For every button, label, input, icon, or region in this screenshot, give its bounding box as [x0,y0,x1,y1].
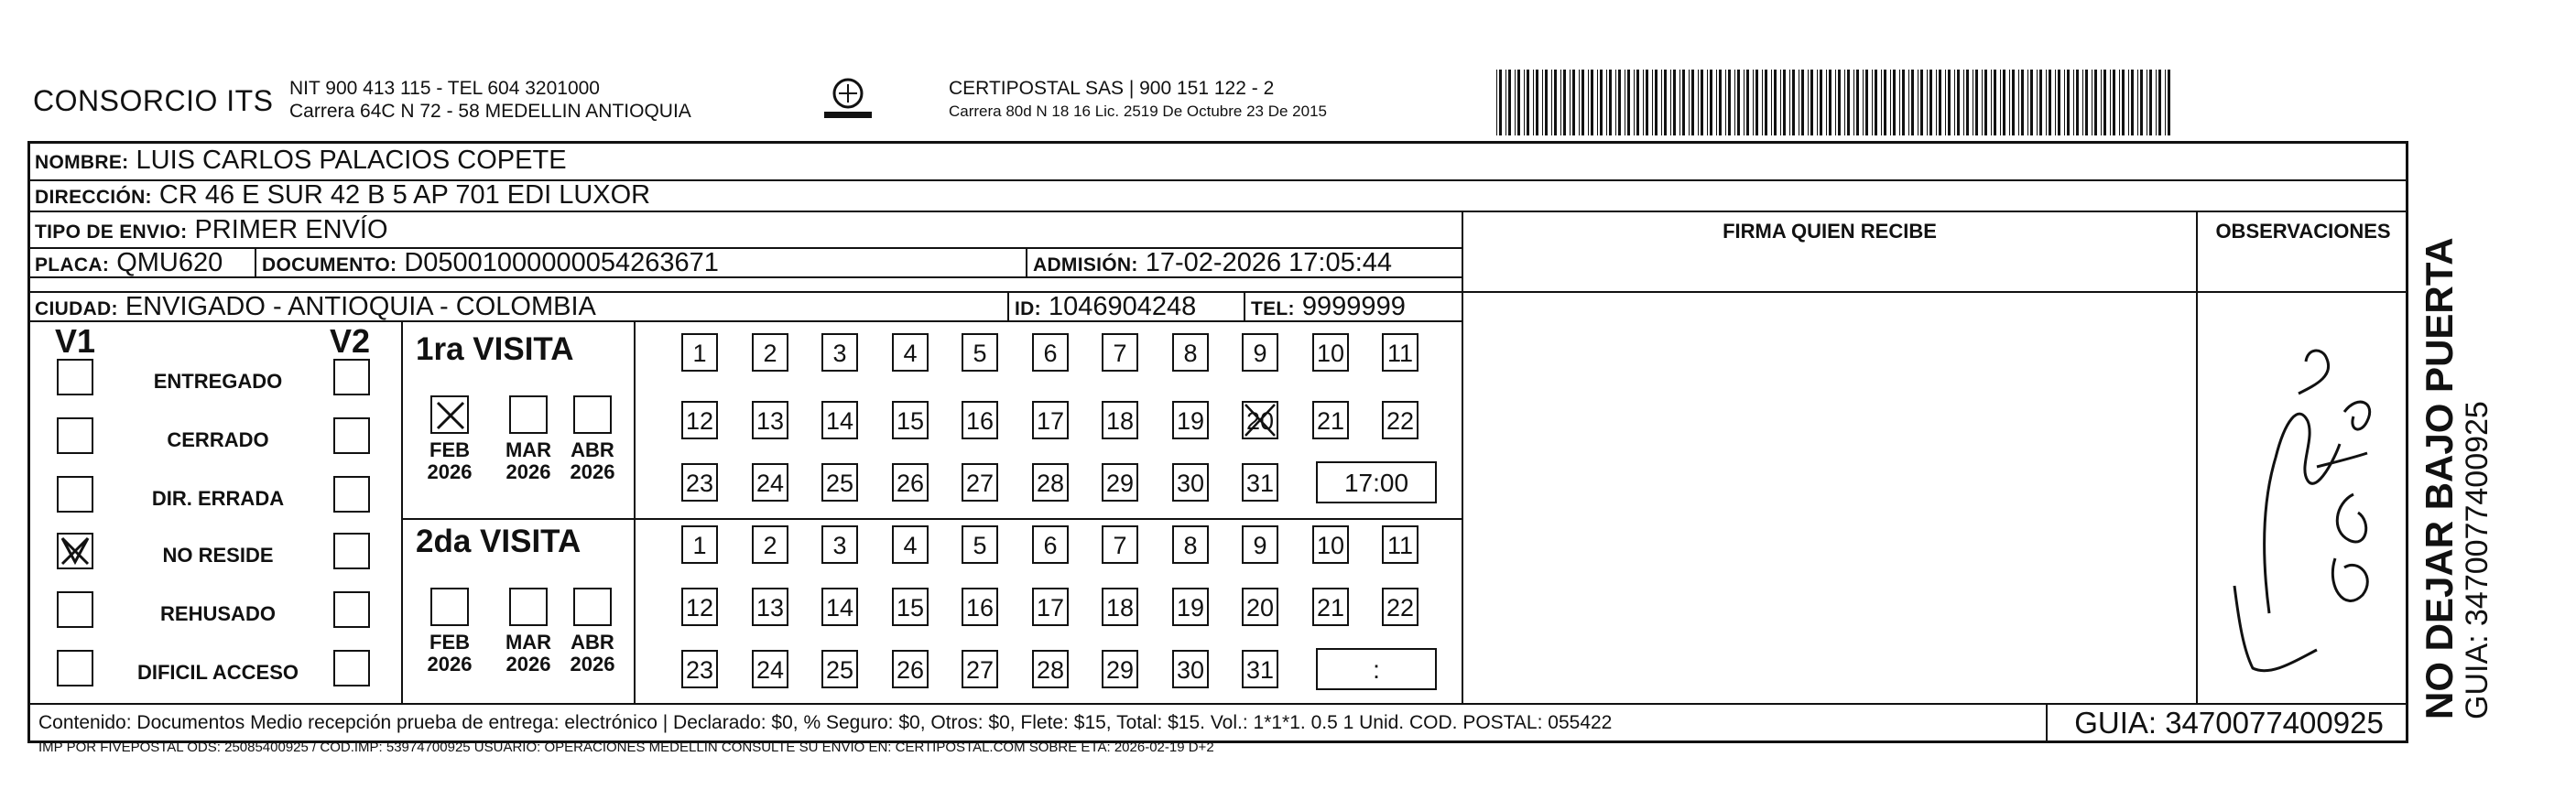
visit1-day-box[interactable]: 27 [962,463,998,502]
visit1-day-box[interactable]: 24 [752,463,788,502]
handwritten-signature-icon [2198,284,2408,696]
tipo-envio-value: PRIMER ENVÍO [194,215,388,244]
visit1-month-checkbox[interactable] [573,395,612,434]
visit2-day-box[interactable]: 19 [1172,588,1209,626]
visit1-day-box[interactable]: 6 [1032,333,1069,372]
visit1-month-label [419,439,480,483]
nombre-label: NOMBRE: [35,152,129,173]
visit1-day-box[interactable]: 14 [821,401,858,439]
admision-field [1033,247,1392,281]
visit2-day-box[interactable]: 11 [1382,525,1418,564]
visit1-day-box[interactable]: 25 [821,463,858,502]
visit1-day-box[interactable]: 17 [1032,401,1069,439]
month-year: 2026 [570,653,615,676]
v1-checkbox[interactable] [57,650,93,686]
visit2-day-box[interactable]: 24 [752,650,788,688]
v2-checkbox[interactable] [333,359,370,395]
visit1-day-box[interactable]: 3 [821,333,858,372]
visit2-day-box[interactable]: 18 [1102,588,1138,626]
side-no-dejar: NO DEJAR BAJO PUERTA [2418,237,2461,719]
visit1-month-checkbox[interactable] [430,395,469,434]
side-warning [2419,237,2494,719]
visit2-day-box[interactable]: 26 [892,650,929,688]
tel-value: 9999999 [1301,292,1406,321]
visit1-day-box[interactable]: 1 [681,333,718,372]
documento-value: D05001000000054263671 [404,248,719,277]
v2-checkbox[interactable] [333,533,370,569]
month-year: 2026 [505,653,551,676]
row-divider [401,518,1463,520]
column-divider [1007,291,1009,320]
month-name: MAR [505,438,552,461]
visit2-time-box[interactable]: : [1316,648,1437,690]
visit1-day-box[interactable]: 16 [962,401,998,439]
column-divider [1026,247,1027,276]
visit1-month-label [562,439,623,483]
checkmark-x-icon [432,397,467,432]
admision-value: 17-02-2026 17:05:44 [1145,248,1393,277]
visit1-day-box[interactable]: 4 [892,333,929,372]
column-divider [255,247,256,276]
id-label: ID: [1015,298,1041,319]
visit2-day-box[interactable]: 20 [1242,588,1278,626]
tel-label: TEL: [1251,298,1295,319]
visit2-month-label [498,632,559,676]
visit2-day-box[interactable]: 15 [892,588,929,626]
visit2-day-box[interactable]: 27 [962,650,998,688]
v1-checkbox[interactable] [57,417,93,454]
guia-number: GUIA: 3470077400925 [2046,703,2410,743]
firma-header: FIRMA QUIEN RECIBE [1723,220,1937,243]
tel-field [1251,291,1406,325]
admision-label: ADMISIÓN: [1033,254,1138,276]
visit2-day-box[interactable]: 1 [681,525,718,564]
placa-field [35,247,223,281]
visit2-month-checkbox[interactable] [509,588,548,626]
visit1-day-box[interactable]: 15 [892,401,929,439]
visit2-day-box[interactable]: 8 [1172,525,1209,564]
visit1-day-box[interactable]: 30 [1172,463,1209,502]
visit2-day-box[interactable]: 13 [752,588,788,626]
visit2-day-box[interactable]: 4 [892,525,929,564]
status-label: CERRADO [167,428,269,451]
v1-checkbox[interactable] [57,533,93,569]
month-name: ABR [571,438,614,461]
status-label: ENTREGADO [153,370,283,393]
company-address-line: Carrera 64C N 72 - 58 MEDELLIN ANTIOQUIA [289,101,691,122]
visit1-month-label [498,439,559,483]
month-year: 2026 [427,460,473,483]
certipostal-logo-icon [819,75,877,124]
visit2-day-box[interactable]: 12 [681,588,718,626]
documento-label: DOCUMENTO: [262,254,397,276]
visit2-day-box[interactable]: 2 [752,525,788,564]
month-name: ABR [571,631,614,654]
ciudad-field [35,291,596,325]
visit1-time-box[interactable]: 17:00 [1316,461,1437,503]
certipostal-address-line: Carrera 80d N 18 16 Lic. 2519 De Octubre 23 De 2015 [949,103,1327,120]
visit1-day-box[interactable]: 9 [1242,333,1278,372]
visit2-day-box[interactable]: 5 [962,525,998,564]
barcode-icon [1496,70,2178,135]
v1-header: V1 [55,322,96,360]
month-name: FEB [429,631,470,654]
documento-field [262,247,719,281]
ciudad-label: CIUDAD: [35,298,118,319]
visit1-day-box[interactable]: 8 [1172,333,1209,372]
visit1-day-box[interactable]: 5 [962,333,998,372]
visit2-day-box[interactable]: 29 [1102,650,1138,688]
column-divider [1244,291,1245,320]
status-label: DIR. ERRADA [151,487,285,510]
nombre-value: LUIS CARLOS PALACIOS COPETE [136,146,567,175]
visit1-day-box[interactable]: 20 [1242,401,1278,439]
visit2-day-box[interactable]: 25 [821,650,858,688]
visit2-month-checkbox[interactable] [430,588,469,626]
visit1-day-box[interactable]: 19 [1172,401,1209,439]
company-nit-line: NIT 900 413 115 - TEL 604 3201000 [289,78,600,99]
visit1-day-box[interactable]: 7 [1102,333,1138,372]
direccion-value: CR 46 E SUR 42 B 5 AP 701 EDI LUXOR [158,180,651,210]
v2-checkbox[interactable] [333,417,370,454]
month-name: FEB [429,438,470,461]
visit1-day-box[interactable]: 31 [1242,463,1278,502]
visit2-title: 2da VISITA [416,524,582,559]
visit1-day-box[interactable]: 23 [681,463,718,502]
month-name: MAR [505,631,552,654]
visit1-day-box[interactable]: 2 [752,333,788,372]
status-label: REHUSADO [160,602,276,625]
visit1-day-box[interactable]: 13 [752,401,788,439]
visit2-month-label [562,632,623,676]
column-divider [634,320,636,703]
month-year: 2026 [570,460,615,483]
visit2-day-box[interactable]: 31 [1242,650,1278,688]
side-guia: GUIA: 3470077400925 [2460,401,2494,719]
visit2-day-box[interactable]: 21 [1312,588,1349,626]
v2-checkbox[interactable] [333,591,370,628]
v2-checkbox[interactable] [333,476,370,513]
month-year: 2026 [427,653,473,676]
visit2-month-checkbox[interactable] [573,588,612,626]
observaciones-header: OBSERVACIONES [2215,220,2391,243]
status-label: NO RESIDE [162,544,274,567]
visit2-month-label [419,632,480,676]
visit2-day-box[interactable]: 7 [1102,525,1138,564]
visit2-day-box[interactable]: 14 [821,588,858,626]
visit2-day-box[interactable]: 28 [1032,650,1069,688]
column-divider [1462,211,1463,703]
v1-checkbox[interactable] [57,476,93,513]
visit1-title: 1ra VISITA [416,331,574,367]
visit1-day-box[interactable]: 28 [1032,463,1069,502]
visit2-day-box[interactable]: 22 [1382,588,1418,626]
visit2-day-box[interactable]: 10 [1312,525,1349,564]
ciudad-value: ENVIGADO - ANTIOQUIA - COLOMBIA [125,292,596,321]
visit1-day-box[interactable]: 12 [681,401,718,439]
company-name: CONSORCIO ITS [33,84,274,117]
id-field [1015,291,1196,325]
month-year: 2026 [505,460,551,483]
visit1-day-box[interactable]: 18 [1102,401,1138,439]
visit1-day-box[interactable]: 29 [1102,463,1138,502]
visit1-day-box[interactable]: 10 [1312,333,1349,372]
tipo-envio-label: TIPO DE ENVIO: [35,222,188,243]
status-label: DIFICIL ACCESO [136,661,299,684]
visit1-month-checkbox[interactable] [509,395,548,434]
direccion-field [35,179,650,213]
footer-content-line: Contenido: Documentos Medio recepción prueba de entrega: electrónico | Declarado: $0, % Seguro: $0, Otros: $0, Flete: $15, Total: $15. Vol.: 1*1*1. 0.5 1 Unid. COD. POSTAL: 055422 [38,712,1613,733]
certipostal-info [949,77,1327,123]
nombre-field [35,145,567,178]
column-divider [401,320,403,703]
visit1-day-box[interactable]: 22 [1382,401,1418,439]
v1-checkbox[interactable] [57,591,93,628]
direccion-label: DIRECCIÓN: [35,187,152,208]
certipostal-nit-line: CERTIPOSTAL SAS | 900 151 122 - 2 [949,78,1275,99]
v2-header: V2 [330,322,371,360]
visit2-day-box[interactable]: 23 [681,650,718,688]
day-x-mark-icon [1242,401,1278,444]
footer-print-line: IMP POR FIVEPOSTAL ODS: 25085400925 / COD.IMP: 53974700925 USUARIO: OPERACIONES MEDELLIN CONSULTE SU ENVIO EN: CERTIPOSTAL.COM SOBRE ETA: 2026-02-19 D+2 [38,740,1214,755]
placa-value: QMU620 [116,248,223,277]
visit1-day-box[interactable]: 26 [892,463,929,502]
id-value: 1046904248 [1048,292,1197,321]
v1-checkbox[interactable] [57,359,93,395]
visit2-day-box[interactable]: 6 [1032,525,1069,564]
visit2-day-box[interactable]: 9 [1242,525,1278,564]
checkmark-x-icon [59,535,92,567]
visit2-day-box[interactable]: 16 [962,588,998,626]
tipo-envio-field [35,214,388,248]
placa-label: PLACA: [35,254,110,276]
visit1-day-box[interactable]: 21 [1312,401,1349,439]
visit1-day-box[interactable]: 11 [1382,333,1418,372]
v2-checkbox[interactable] [333,650,370,686]
visit2-day-box[interactable]: 17 [1032,588,1069,626]
company-info [289,77,691,123]
visit2-day-box[interactable]: 3 [821,525,858,564]
visit2-day-box[interactable]: 30 [1172,650,1209,688]
